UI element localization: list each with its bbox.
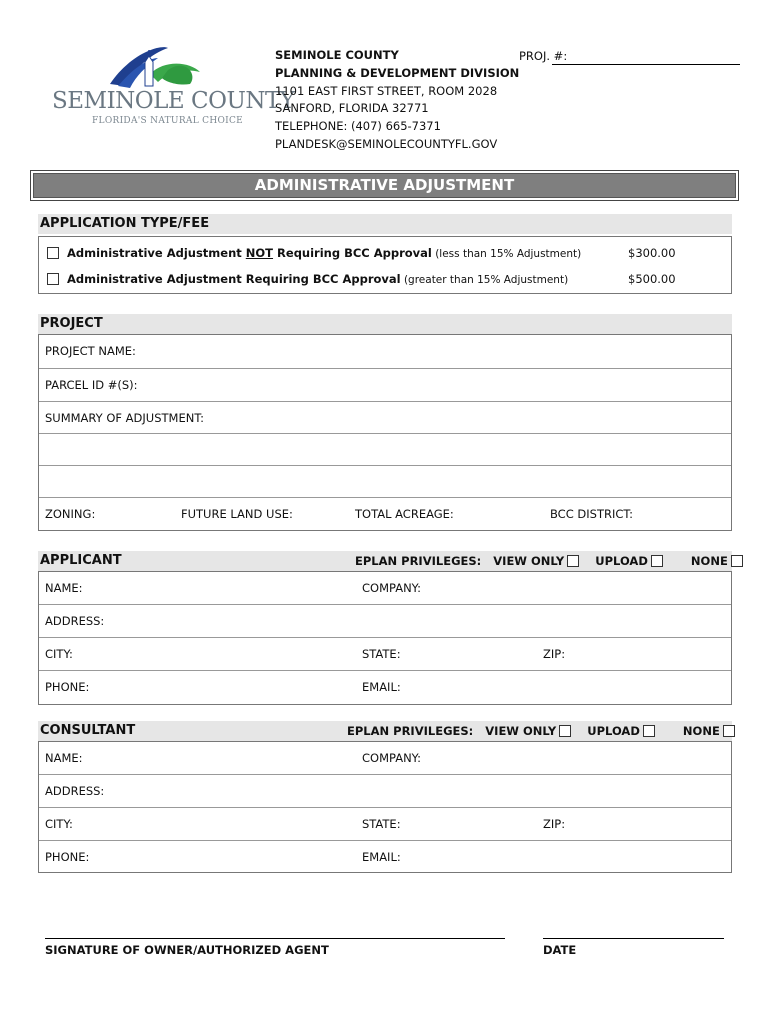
consultant-upload-checkbox[interactable]: [643, 725, 655, 737]
street-address: 1101 EAST FIRST STREET, ROOM 2028: [275, 83, 498, 98]
parcel-id-row[interactable]: [39, 369, 731, 402]
applicant-none-checkbox[interactable]: [731, 555, 743, 567]
applicant-phone-label: PHONE:: [45, 680, 90, 694]
fee-option-1-label: Administrative Adjustment NOT Requiring BCC Approval (less than 15% Adjustment): [67, 246, 582, 260]
applicant-view-only-label: VIEW ONLY: [493, 554, 565, 568]
county-name: SEMINOLE COUNTY: [275, 48, 399, 62]
project-name-row[interactable]: [39, 335, 731, 369]
consultant-phone-row[interactable]: [39, 841, 731, 872]
consultant-upload-label: UPLOAD: [587, 724, 640, 738]
fee-box: [38, 236, 732, 294]
applicant-upload-checkbox[interactable]: [651, 555, 663, 567]
applicant-box: [38, 571, 732, 705]
division-name: PLANNING & DEVELOPMENT DIVISION: [275, 65, 520, 80]
consultant-address-label: ADDRESS:: [45, 784, 105, 798]
summary-label: SUMMARY OF ADJUSTMENT:: [45, 411, 204, 425]
bcc-district-label: BCC DISTRICT:: [550, 507, 634, 521]
consultant-none-label: NONE: [682, 724, 720, 738]
email-address: PLANDESK@SEMINOLECOUNTYFL.GOV: [275, 136, 498, 151]
form-title-bar: [30, 170, 739, 201]
applicant-state-label: STATE:: [362, 647, 401, 661]
consultant-heading: CONSULTANT: [40, 723, 136, 738]
applicant-company-label: COMPANY:: [362, 581, 422, 595]
fee-option-1-amount: $300.00: [628, 246, 676, 260]
consultant-section-heading: [38, 721, 732, 741]
applicant-address-label: ADDRESS:: [45, 614, 105, 628]
project-box: [38, 334, 732, 531]
applicant-name-label: NAME:: [45, 581, 83, 595]
parcel-id-label: PARCEL ID #(S):: [45, 378, 138, 392]
applicant-name-row[interactable]: [39, 572, 731, 605]
fee-option-2-checkbox[interactable]: [47, 273, 59, 285]
applicant-upload-label: UPLOAD: [595, 554, 648, 568]
applicant-phone-row[interactable]: [39, 671, 731, 704]
owner-signature-label: SIGNATURE OF OWNER/AUTHORIZED AGENT: [45, 943, 329, 957]
consultant-eplan-privileges: [347, 721, 735, 741]
applicant-eplan-privileges: [355, 551, 743, 571]
telephone: TELEPHONE: (407) 665-7371: [275, 119, 441, 134]
fee-option-1-checkbox[interactable]: [47, 247, 59, 259]
logo-tagline: FLORIDA'S NATURAL CHOICE: [92, 116, 244, 126]
applicant-address-row[interactable]: [39, 605, 731, 638]
date-field[interactable]: [543, 938, 724, 939]
applicant-city-label: CITY:: [45, 647, 73, 661]
consultant-box: [38, 741, 732, 873]
owner-signature-field[interactable]: [45, 938, 505, 939]
summary-row[interactable]: [39, 402, 731, 434]
zoning-row[interactable]: [39, 498, 731, 530]
logo-name: SEMINOLE COUNTY: [52, 88, 295, 114]
proj-number-field[interactable]: [552, 64, 740, 65]
city-address: SANFORD, FLORIDA 32771: [275, 101, 429, 116]
project-section-heading: PROJECT: [38, 314, 732, 334]
applicant-city-row[interactable]: [39, 638, 731, 671]
consultant-zip-label: ZIP:: [543, 817, 566, 831]
consultant-state-label: STATE:: [362, 817, 401, 831]
consultant-name-row[interactable]: [39, 742, 731, 775]
consultant-phone-label: PHONE:: [45, 850, 90, 864]
consultant-city-label: CITY:: [45, 817, 73, 831]
consultant-view-only-label: VIEW ONLY: [485, 724, 557, 738]
summary-line-3[interactable]: [39, 466, 731, 498]
applicant-email-label: EMAIL:: [362, 680, 401, 694]
form-title: ADMINISTRATIVE ADJUSTMENT: [254, 176, 515, 194]
applicant-view-only-checkbox[interactable]: [567, 555, 579, 567]
consultant-name-label: NAME:: [45, 751, 83, 765]
fee-option-2-label: Administrative Adjustment Requiring BCC Approval (greater than 15% Adjustment): [67, 272, 569, 286]
project-name-label: PROJECT NAME:: [45, 344, 136, 358]
fee-section-heading: APPLICATION TYPE/FEE: [38, 214, 732, 234]
consultant-eplan-label: EPLAN PRIVILEGES:: [347, 724, 474, 738]
consultant-view-only-checkbox[interactable]: [559, 725, 571, 737]
consultant-address-row[interactable]: [39, 775, 731, 808]
header-contact: [275, 47, 519, 154]
consultant-none-checkbox[interactable]: [723, 725, 735, 737]
date-label: DATE: [543, 943, 577, 957]
consultant-company-label: COMPANY:: [362, 751, 422, 765]
consultant-city-row[interactable]: [39, 808, 731, 841]
zoning-label: ZONING:: [45, 507, 96, 521]
summary-line-2[interactable]: [39, 434, 731, 466]
applicant-none-label: NONE: [690, 554, 728, 568]
applicant-section-heading: [38, 551, 732, 571]
applicant-eplan-label: EPLAN PRIVILEGES:: [355, 554, 482, 568]
consultant-email-label: EMAIL:: [362, 850, 401, 864]
total-acreage-label: TOTAL ACREAGE:: [355, 507, 454, 521]
fee-option-not-requiring-bcc: [39, 240, 731, 266]
fee-option-2-amount: $500.00: [628, 272, 676, 286]
applicant-heading: APPLICANT: [40, 553, 122, 568]
proj-number-label: PROJ. #:: [519, 49, 568, 63]
future-land-use-label: FUTURE LAND USE:: [181, 507, 293, 521]
applicant-zip-label: ZIP:: [543, 647, 566, 661]
fee-option-requiring-bcc: [39, 266, 731, 292]
